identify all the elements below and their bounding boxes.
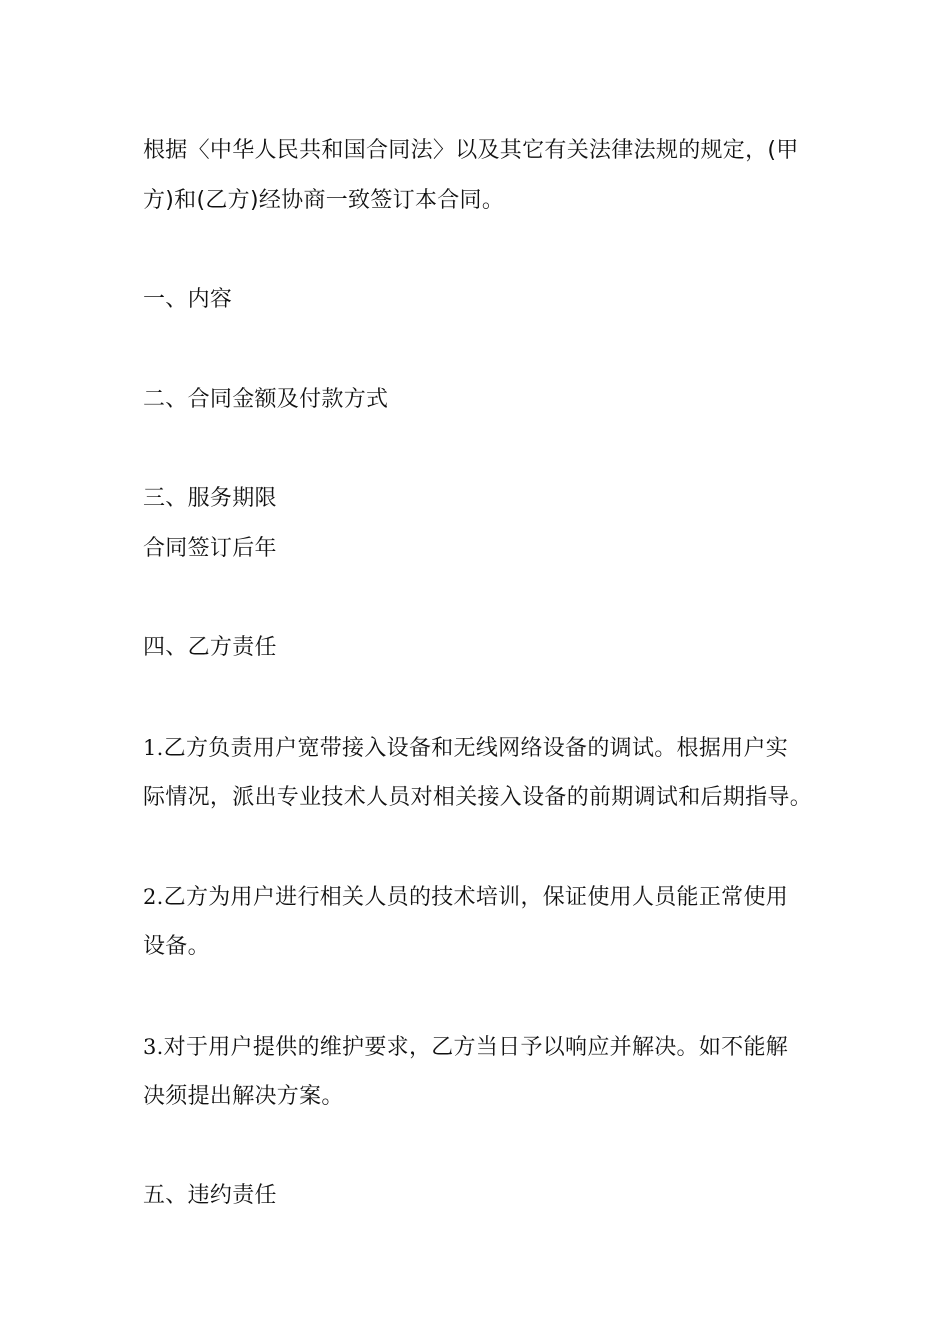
duty-item-1-line-2: 际情况，派出专业技术人员对相关接入设备的前期调试和后期指导。 bbox=[143, 785, 813, 810]
duty-item-1-number: 1. bbox=[143, 736, 164, 760]
duty-item-2-text: 乙方为用户进行相关人员的技术培训，保证使用人员能正常使用 bbox=[163, 885, 789, 910]
duty-item-2-number: 2. bbox=[143, 885, 164, 909]
section-heading-party-b-duties: 四、乙方责任 bbox=[143, 635, 277, 660]
duty-item-3-line-2: 决须提出解决方案。 bbox=[143, 1084, 344, 1109]
section-heading-service-period: 三、服务期限 bbox=[143, 486, 277, 511]
section-heading-breach-liability: 五、违约责任 bbox=[143, 1183, 277, 1208]
duty-item-3-number: 3. bbox=[143, 1035, 164, 1059]
intro-line-2: 方)和(乙方)经协商一致签订本合同。 bbox=[143, 188, 505, 213]
duty-item-3-line-1 bbox=[143, 1032, 823, 1063]
duty-item-1-text: 乙方负责用户宽带接入设备和无线网络设备的调试。根据用户实 bbox=[163, 736, 789, 761]
duty-item-2-line-2: 设备。 bbox=[143, 934, 210, 959]
duty-item-2-line-1 bbox=[143, 882, 823, 913]
intro-line-1: 根据〈中华人民共和国合同法〉以及其它有关法律法规的规定，(甲 bbox=[143, 138, 799, 163]
duty-item-1-line-1 bbox=[143, 733, 823, 764]
service-period-text: 合同签订后年 bbox=[143, 536, 277, 561]
section-heading-payment: 二、合同金额及付款方式 bbox=[143, 387, 389, 412]
section-heading-content: 一、内容 bbox=[143, 287, 233, 312]
duty-item-3-text: 对于用户提供的维护要求，乙方当日予以响应并解决。如不能解 bbox=[163, 1035, 789, 1060]
